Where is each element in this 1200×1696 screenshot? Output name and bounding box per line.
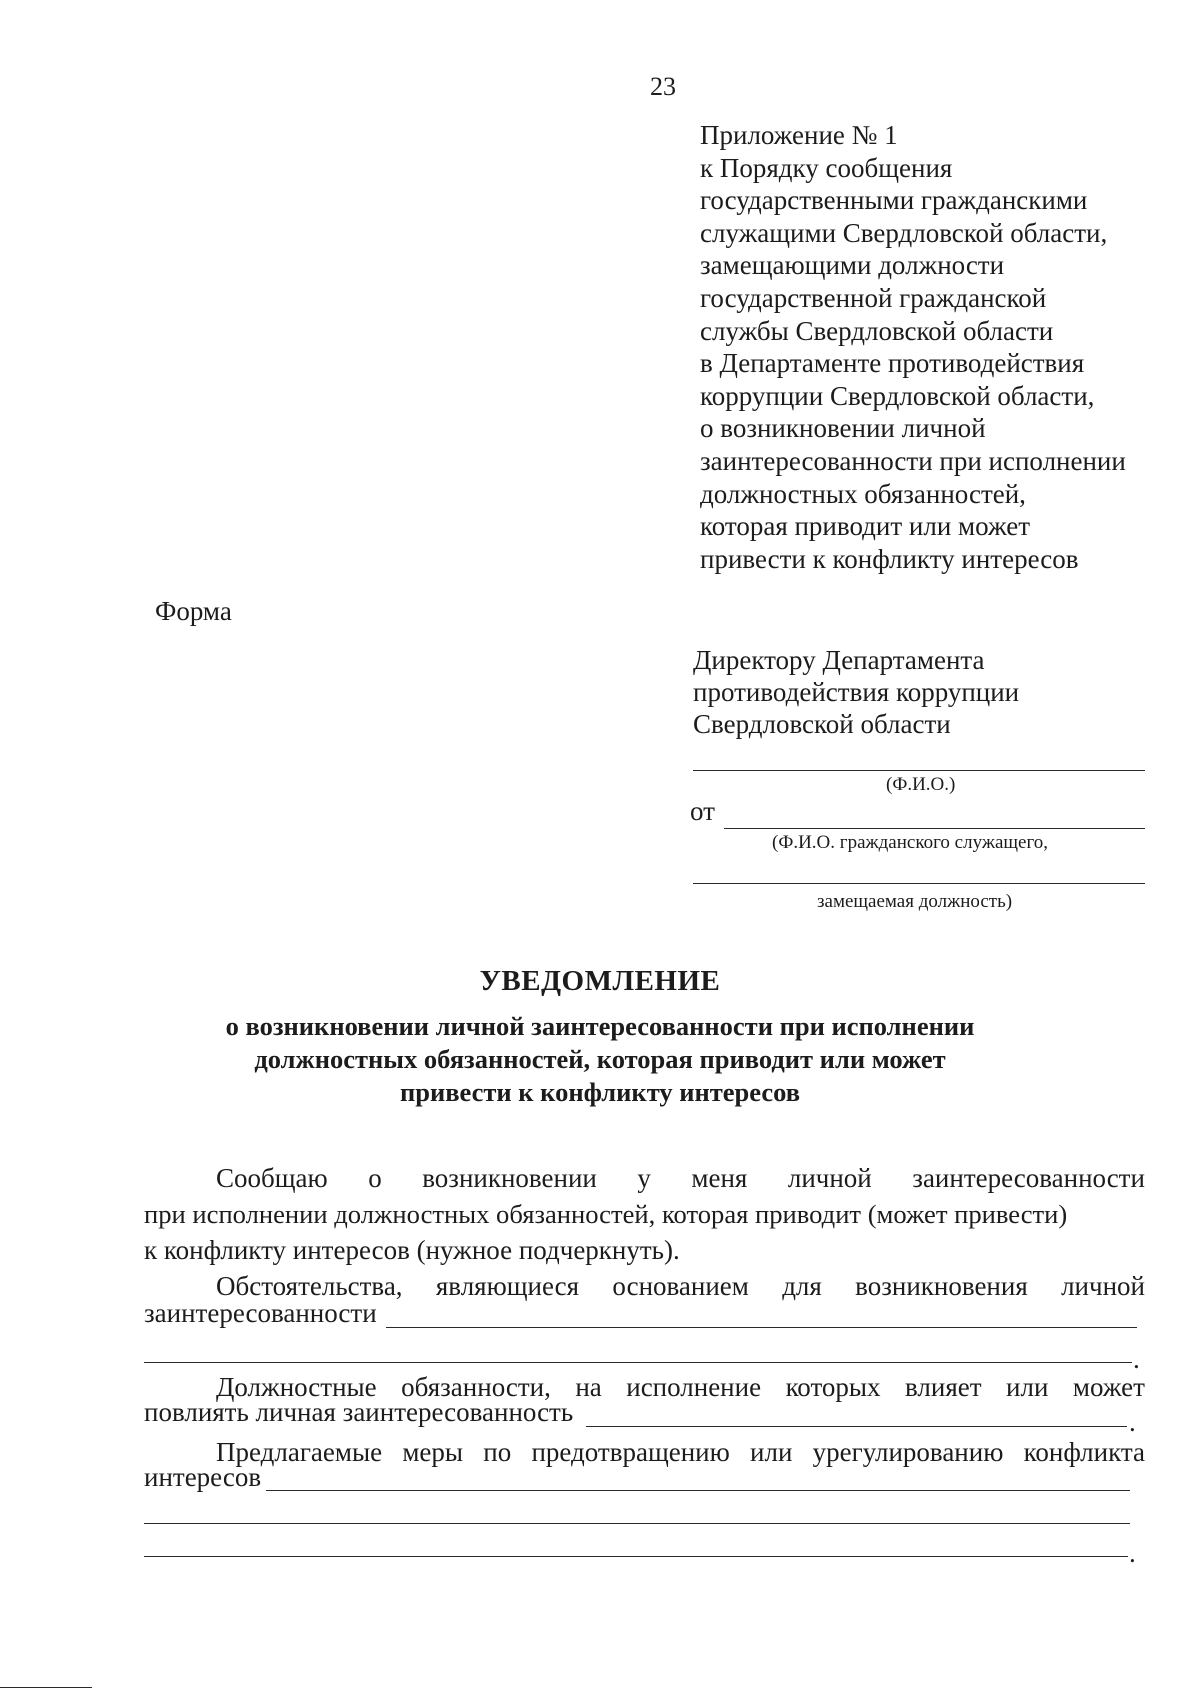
director-name-line [693,770,1145,771]
word: у [637,1163,651,1193]
word: меня [691,1163,748,1193]
circumstances-field-line-2[interactable] [144,1362,1132,1363]
annex-line: о возникновении личной [700,413,986,444]
annex-line: государственной гражданской [700,282,1047,313]
paragraph-1-line-3: к конфликту интересов (нужное подчеркнуть). [144,1235,680,1265]
duties-label: повлиять личная заинтересованность [144,1397,574,1427]
word: обязанности, [401,1372,551,1402]
document-subtitle-line: должностных обязанностей, которая приводит или может [254,1044,946,1074]
word: личной [787,1163,872,1193]
paragraph-4-line-1 [216,1437,1145,1468]
word: по [483,1437,512,1467]
annex-line: служащими Свердловской области, [700,217,1108,248]
word: заинтересованности [912,1163,1145,1193]
position-line [693,883,1145,884]
measures-field-line-3[interactable] [144,1556,1128,1557]
word: или [1006,1372,1049,1402]
end-mark: . [1129,1407,1136,1437]
annex-line: замещающими должности [700,250,1005,281]
annex-reference [700,119,1126,575]
circumstances-label: заинтересованности [144,1298,377,1328]
paragraph-1-line-2: при исполнении должностных обязанностей, которая приводит (может привести) [144,1199,1068,1229]
word: являющиеся [435,1271,580,1301]
word: для [782,1271,822,1301]
document-title: УВЕДОМЛЕНИЕ [479,965,721,997]
word: на [575,1372,602,1402]
word: о [368,1163,382,1193]
measures-label: интересов [144,1462,262,1492]
document-subtitle-line: о возникновении личной заинтересованности при исполнении [225,1011,975,1041]
form-label: Форма [155,596,232,626]
employee-name-line [724,828,1145,829]
end-mark: . [1129,1538,1136,1568]
paragraph-1-line-1 [216,1163,1145,1194]
word: Должностные [216,1372,377,1402]
duties-field-line[interactable] [586,1426,1127,1427]
footnote-rule [0,1687,92,1688]
annex-line: заинтересованности при исполнении [700,445,1126,476]
annex-line: которая приводит или может [700,511,1031,542]
employee-caption: (Ф.И.О. гражданского служащего, [772,832,1049,853]
word: может [1072,1372,1145,1402]
word: исполнение [626,1372,762,1402]
annex-line: должностных обязанностей, [700,478,1026,509]
word: предотвращению [531,1437,730,1467]
addressee-block [693,644,1019,740]
word: или [750,1437,793,1467]
addressee-line: Свердловской области [693,709,951,739]
word: которых [785,1372,881,1402]
measures-field-line[interactable] [266,1490,1130,1491]
word: урегулированию [812,1437,1004,1467]
word: возникновения [855,1271,1028,1301]
word: возникновении [422,1163,597,1193]
annex-line: привести к конфликту интересов [700,543,1079,574]
word: Обстоятельства, [216,1271,403,1301]
annex-line: в Департаменте противодействия [700,348,1085,379]
annex-line: коррупции Свердловской области, [700,380,1095,411]
document-subtitle-line: привести к конфликту интересов [399,1077,801,1107]
word: меры [402,1437,464,1467]
word: личной [1061,1271,1145,1301]
word: конфликта [1023,1437,1145,1467]
word: влияет [905,1372,982,1402]
word: основанием [612,1271,749,1301]
annex-line: Приложение № 1 [700,120,898,150]
measures-field-line-2[interactable] [144,1523,1130,1524]
annex-line: к Порядку сообщения [700,152,953,183]
circumstances-field-line[interactable] [386,1327,1137,1328]
from-label: от [690,796,715,826]
end-mark: . [1133,1344,1140,1374]
annex-line: государственными гражданскими [700,185,1088,216]
fio-caption: (Ф.И.О.) [886,774,956,795]
annex-line: службы Свердловской области [700,315,1054,346]
addressee-line: Директору Департамента [693,645,985,675]
addressee-line: противодействия коррупции [693,677,1020,707]
word: Предлагаемые [216,1437,383,1467]
word: Сообщаю [216,1163,328,1193]
page-number: 23 [650,72,676,101]
position-caption: замещаемая должность) [817,891,1013,912]
